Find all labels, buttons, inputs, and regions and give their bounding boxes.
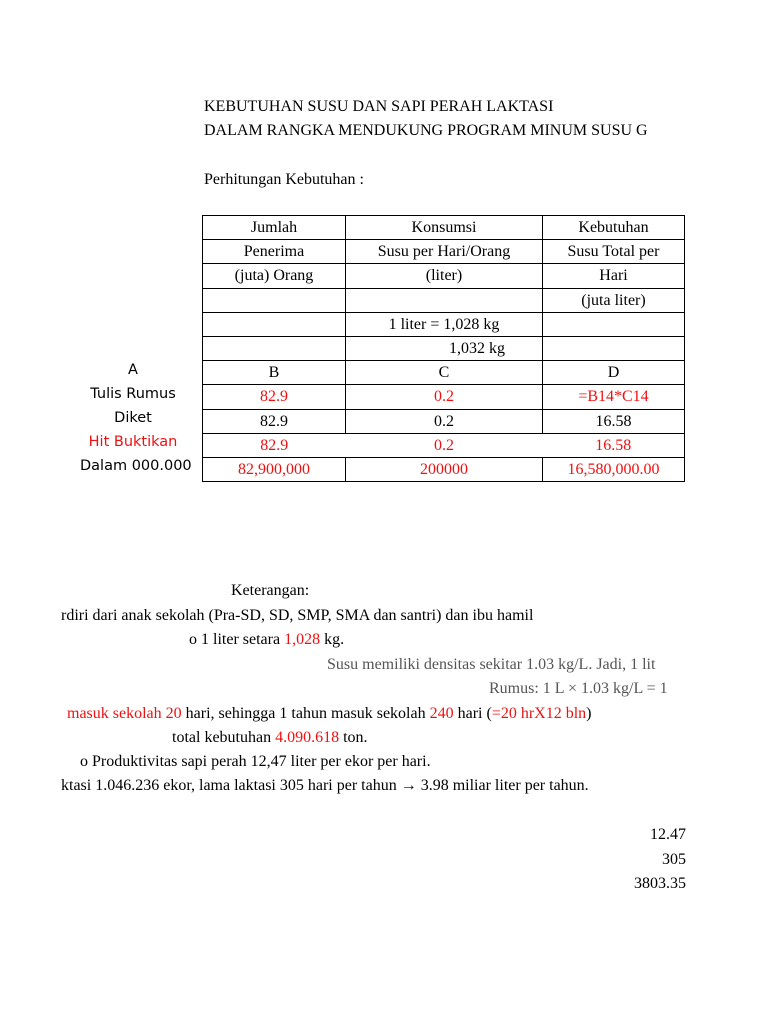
row-label-tulis-rumus: Tulis Rumus	[90, 386, 176, 402]
table-row	[203, 361, 685, 385]
cell-hit-d[interactable]: 16.58	[543, 433, 685, 457]
empty-cell	[543, 312, 685, 336]
notes-line-4: Rumus: 1 L × 1.03 kg/L = 1	[489, 680, 668, 697]
value-cell: 305	[662, 851, 686, 868]
empty-cell	[203, 336, 346, 360]
notes-line-7: o Produktivitas sapi perah 12,47 liter per ekor per hari.	[80, 753, 431, 770]
column-letter-d: D	[543, 361, 685, 385]
cell-tulis-b[interactable]: 82.9	[203, 385, 346, 409]
header-cell: Penerima	[203, 240, 346, 264]
notes-heading: Keterangan:	[231, 582, 310, 599]
section-subtitle: Perhitungan Kebutuhan :	[204, 171, 364, 188]
header-cell: Jumlah	[203, 216, 346, 240]
table-row	[203, 240, 685, 264]
table-row	[203, 457, 685, 481]
value-cell: 12.47	[650, 826, 686, 843]
table-row	[203, 312, 685, 336]
header-cell: Susu Total per	[543, 240, 685, 264]
cell-dalam-d[interactable]: 16,580,000.00	[543, 457, 685, 481]
cell-dalam-c[interactable]: 200000	[346, 457, 543, 481]
note-cell: 1,032 kg	[346, 336, 543, 360]
column-letter-a: A	[128, 362, 138, 378]
notes-line-2: o 1 liter setara 1,028 kg.	[189, 631, 345, 648]
table-row	[203, 288, 685, 312]
table-row	[203, 336, 685, 360]
note-cell: 1 liter = 1,028 kg	[346, 312, 543, 336]
value-cell: 3803.35	[634, 875, 686, 892]
cell-diket-c[interactable]: 0.2	[346, 409, 543, 433]
header-cell: (juta) Orang	[203, 264, 346, 288]
header-cell: Susu per Hari/Orang	[346, 240, 543, 264]
notes-line-3: Susu memiliki densitas sekitar 1.03 kg/L. Jadi, 1 lit	[327, 656, 656, 673]
cell-tulis-c[interactable]: 0.2	[346, 385, 543, 409]
table-row	[203, 216, 685, 240]
row-label-dalam: Dalam 000.000	[80, 458, 192, 474]
header-cell: Hari	[543, 264, 685, 288]
notes-line-8: ktasi 1.046.236 ekor, lama laktasi 305 hari per tahun → 3.98 miliar liter per tahun.	[61, 777, 589, 794]
cell-diket-d[interactable]: 16.58	[543, 409, 685, 433]
table-row	[203, 385, 685, 409]
empty-cell	[203, 312, 346, 336]
empty-cell	[346, 288, 543, 312]
cell-tulis-d[interactable]: =B14*C14	[543, 385, 685, 409]
header-cell: Kebutuhan	[543, 216, 685, 240]
notes-line-1: rdiri dari anak sekolah (Pra-SD, SD, SMP, SMA dan santri) dan ibu hamil	[61, 607, 534, 624]
column-letter-b: B	[203, 361, 346, 385]
title-line-1: KEBUTUHAN SUSU DAN SAPI PERAH LAKTASI	[204, 98, 554, 115]
table-row	[203, 264, 685, 288]
cell-dalam-b[interactable]: 82,900,000	[203, 457, 346, 481]
title-line-2: DALAM RANGKA MENDUKUNG PROGRAM MINUM SUSU G	[204, 122, 648, 139]
notes-line-5: masuk sekolah 20 hari, sehingga 1 tahun masuk sekolah 240 hari (=20 hrX12 bln)	[67, 705, 592, 722]
column-letter-c: C	[346, 361, 543, 385]
row-label-diket: Diket	[114, 410, 152, 426]
row-label-hit-buktikan: Hit Buktikan	[88, 434, 178, 450]
cell-diket-b[interactable]: 82.9	[203, 409, 346, 433]
kebutuhan-table	[202, 215, 685, 482]
cell-hit-b[interactable]: 82.9	[203, 433, 346, 457]
cell-hit-c[interactable]: 0.2	[346, 433, 543, 457]
header-cell: (liter)	[346, 264, 543, 288]
empty-cell	[543, 336, 685, 360]
header-cell: (juta liter)	[543, 288, 685, 312]
empty-cell	[203, 288, 346, 312]
table-row	[203, 433, 685, 457]
notes-line-6: total kebutuhan 4.090.618 ton.	[172, 729, 368, 746]
header-cell: Konsumsi	[346, 216, 543, 240]
table-row	[203, 409, 685, 433]
